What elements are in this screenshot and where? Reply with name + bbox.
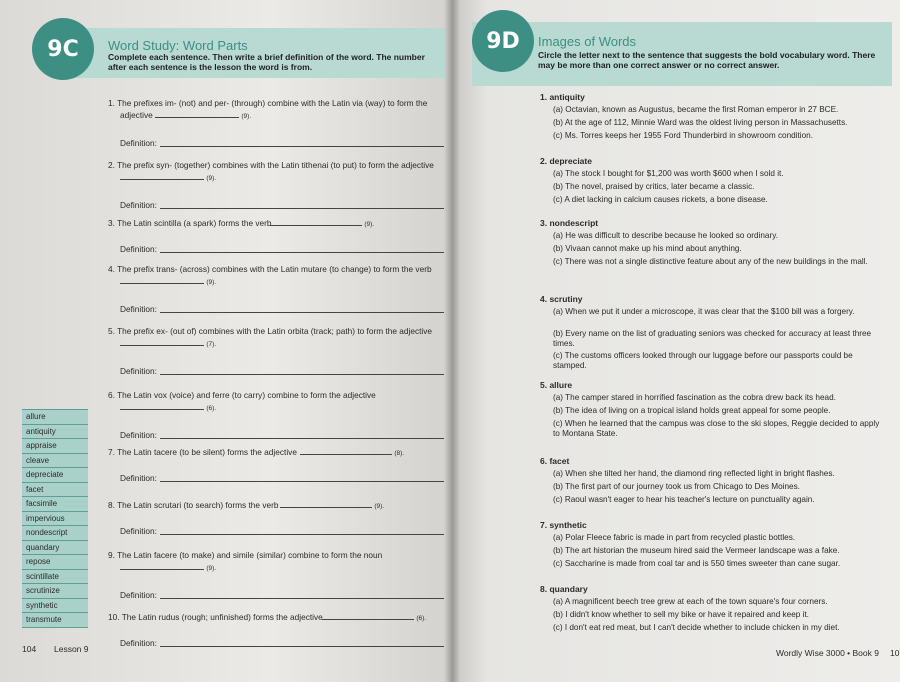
word-list-item: antiquity — [22, 425, 88, 440]
definition-line[interactable] — [160, 646, 444, 647]
answer-option[interactable]: (a) Octavian, known as Augustus, became the first Roman emperor in 27 BCE. — [553, 105, 839, 114]
definition-label: Definition: — [120, 138, 157, 148]
definition-line[interactable] — [160, 252, 444, 253]
answer-option[interactable]: (c) Saccharine is made from coal tar and is 550 times sweeter than cane sugar. — [553, 559, 841, 568]
answer-option[interactable]: (b) The novel, praised by critics, later became a classic. — [553, 182, 755, 191]
answer-option[interactable]: (a) When we put it under a microscope, it was clear that the $100 bill was a forgery. — [553, 307, 855, 316]
answer-line-9[interactable] — [120, 562, 216, 574]
definition-line[interactable] — [160, 598, 444, 599]
answer-option[interactable]: (a) The stock I bought for $1,200 was worth $600 when I sold it. — [553, 169, 784, 178]
answer-option[interactable]: (c) When he learned that the campus was close to the ski slopes, Reggie decided to apply to Montana State. — [553, 419, 880, 438]
answer-option[interactable]: (c) The customs officers looked through our luggage before our passports could be stamped. — [553, 351, 853, 370]
lesson-ref: (8). — [394, 450, 405, 457]
word-list-item: depreciate — [22, 468, 88, 483]
answer-line-5[interactable] — [120, 338, 216, 350]
word-list-item: cleave — [22, 454, 88, 469]
page-number: 104 — [22, 644, 37, 654]
vocab-item-title: 2. depreciate — [540, 156, 592, 166]
question-2: 2. The prefix syn- (together) combines with the Latin tithenai (to put) to form the adjective — [108, 160, 434, 170]
answer-option[interactable]: (c) Raoul wasn't eager to hear his teacher's lecture on punctuality again. — [553, 495, 815, 504]
definition-label: Definition: — [120, 590, 157, 600]
definition-label: Definition: — [120, 304, 157, 314]
word-list-item: scintillate — [22, 570, 88, 585]
vocab-item-title: 1. antiquity — [540, 92, 585, 102]
book-footer: Wordly Wise 3000 • Book 9 — [776, 648, 879, 658]
answer-line-7[interactable] — [300, 447, 404, 459]
lesson-ref: (9). — [206, 565, 217, 572]
book-gutter — [444, 0, 460, 682]
definition-line[interactable] — [160, 438, 444, 439]
instructions: Complete each sentence. Then write a brief definition of the word. The number after each sentence is the lesson the word is from. — [108, 52, 425, 72]
answer-option[interactable]: (b) Vivaan cannot make up his mind about anything. — [553, 244, 742, 253]
answer-line-4[interactable] — [120, 276, 216, 288]
definition-line[interactable] — [160, 208, 444, 209]
instructions: Circle the letter next to the sentence that suggests the bold vocabulary word. There may be more than one correct answer or no correct answer. — [538, 50, 876, 70]
answer-option[interactable]: (b) I didn't know whether to sell my bike or have it repaired and keep it. — [553, 610, 809, 619]
definition-label: Definition: — [120, 244, 157, 254]
lesson-ref: (6). — [416, 615, 427, 622]
right-page — [452, 0, 900, 682]
lesson-badge-9d: 9D — [472, 10, 534, 72]
word-list-item: quandary — [22, 541, 88, 556]
answer-option[interactable]: (a) He was difficult to describe because he looked so ordinary. — [553, 231, 778, 240]
lesson-ref: (7). — [206, 341, 217, 348]
vocab-item-title: 3. nondescript — [540, 218, 599, 228]
answer-option[interactable]: (c) Ms. Torres keeps her 1955 Ford Thunderbird in showroom condition. — [553, 131, 813, 140]
answer-option[interactable]: (c) I don't eat red meat, but I can't decide whether to include chicken in my diet. — [553, 623, 840, 632]
answer-line-10[interactable] — [322, 612, 426, 624]
answer-option[interactable]: (a) A magnificent beech tree grew at each of the town square's four corners. — [553, 597, 828, 606]
lesson-ref: (9). — [241, 113, 252, 120]
word-list-item: appraise — [22, 439, 88, 454]
answer-option[interactable]: (b) The idea of living on a tropical island holds great appeal for some people. — [553, 406, 831, 415]
question-7: 7. The Latin tacere (to be silent) forms the adjective — [108, 447, 297, 457]
answer-line-1[interactable] — [120, 110, 251, 122]
answer-option[interactable]: (b) At the age of 112, Minnie Ward was the oldest living person in Massachusetts. — [553, 118, 848, 127]
answer-option[interactable]: (b) The art historian the museum hired said the Vermeer landscape was a fake. — [553, 546, 840, 555]
section-title: Images of Words — [538, 34, 637, 49]
answer-line-2[interactable] — [120, 172, 216, 184]
definition-line[interactable] — [160, 312, 444, 313]
definition-label: Definition: — [120, 366, 157, 376]
word-list-item: repose — [22, 555, 88, 570]
definition-label: Definition: — [120, 638, 157, 648]
answer-line-3[interactable] — [270, 218, 374, 230]
question-3: 3. The Latin scintilla (a spark) forms the verb — [108, 218, 272, 228]
answer-option[interactable]: (b) Every name on the list of graduating seniors was checked for accuracy at least three times. — [553, 329, 872, 348]
definition-label: Definition: — [120, 526, 157, 536]
definition-line[interactable] — [160, 481, 444, 482]
word-list-item: allure — [22, 410, 88, 425]
word-list-item: facet — [22, 483, 88, 498]
word-list-item: synthetic — [22, 599, 88, 614]
answer-option[interactable]: (b) The first part of our journey took us from Chicago to Des Moines. — [553, 482, 800, 491]
lesson-label: Lesson 9 — [54, 644, 89, 654]
answer-line-8[interactable] — [280, 500, 384, 512]
question-10: 10. The Latin rudus (rough; unfinished) forms the adjective — [108, 612, 323, 622]
vocab-item-title: 5. allure — [540, 380, 573, 390]
lesson-ref: (9). — [206, 175, 217, 182]
question-8: 8. The Latin scrutari (to search) forms the verb — [108, 500, 279, 510]
answer-line-6[interactable] — [120, 402, 216, 414]
vocab-item-title: 7. synthetic — [540, 520, 587, 530]
question-9: 9. The Latin facere (to make) and simile (similar) combine to form the noun — [108, 550, 383, 560]
word-list-item: impervious — [22, 512, 88, 527]
word-list-item: scrutinize — [22, 584, 88, 599]
definition-label: Definition: — [120, 473, 157, 483]
definition-line[interactable] — [160, 374, 444, 375]
word-list-box — [22, 409, 88, 628]
answer-option[interactable]: (a) When she tilted her hand, the diamond ring reflected light in bright flashes. — [553, 469, 835, 478]
vocab-item-title: 6. facet — [540, 456, 570, 466]
page-number: 10 — [890, 648, 900, 658]
question-5: 5. The prefix ex- (out of) combines with the Latin orbita (track; path) to form the adjective — [108, 326, 433, 336]
section-title: Word Study: Word Parts — [108, 38, 248, 53]
lesson-badge-9c: 9C — [32, 18, 94, 80]
answer-option[interactable]: (a) The camper stared in horrified fascination as the cobra drew back its head. — [553, 393, 836, 402]
lesson-ref: (9). — [364, 221, 375, 228]
question-1: 1. The prefixes im- (not) and per- (through) combine with the Latin via (way) to form the — [108, 98, 428, 108]
word-list-item: nondescript — [22, 526, 88, 541]
answer-option[interactable]: (c) A diet lacking in calcium causes rickets, a bone disease. — [553, 195, 768, 204]
word-list-item: facsimile — [22, 497, 88, 512]
definition-line[interactable] — [160, 534, 444, 535]
lesson-ref: (6). — [206, 405, 217, 412]
definition-label: Definition: — [120, 200, 157, 210]
question-4: 4. The prefix trans- (across) combines with the Latin mutare (to change) to form the verb — [108, 264, 432, 274]
word-list-item: transmute — [22, 613, 88, 628]
lesson-ref: (9). — [374, 503, 385, 510]
lesson-ref: (9). — [206, 279, 217, 286]
answer-option[interactable]: (a) Polar Fleece fabric is made in part from recycled plastic bottles. — [553, 533, 796, 542]
answer-option[interactable]: (c) There was not a single distinctive feature about any of the new buildings in the mall. — [553, 257, 868, 266]
definition-line[interactable] — [160, 146, 444, 147]
vocab-item-title: 4. scrutiny — [540, 294, 583, 304]
vocab-item-title: 8. quandary — [540, 584, 588, 594]
question-6: 6. The Latin vox (voice) and ferre (to carry) combine to form the adjective — [108, 390, 376, 400]
question-continuation: adjective — [120, 110, 153, 120]
definition-label: Definition: — [120, 430, 157, 440]
